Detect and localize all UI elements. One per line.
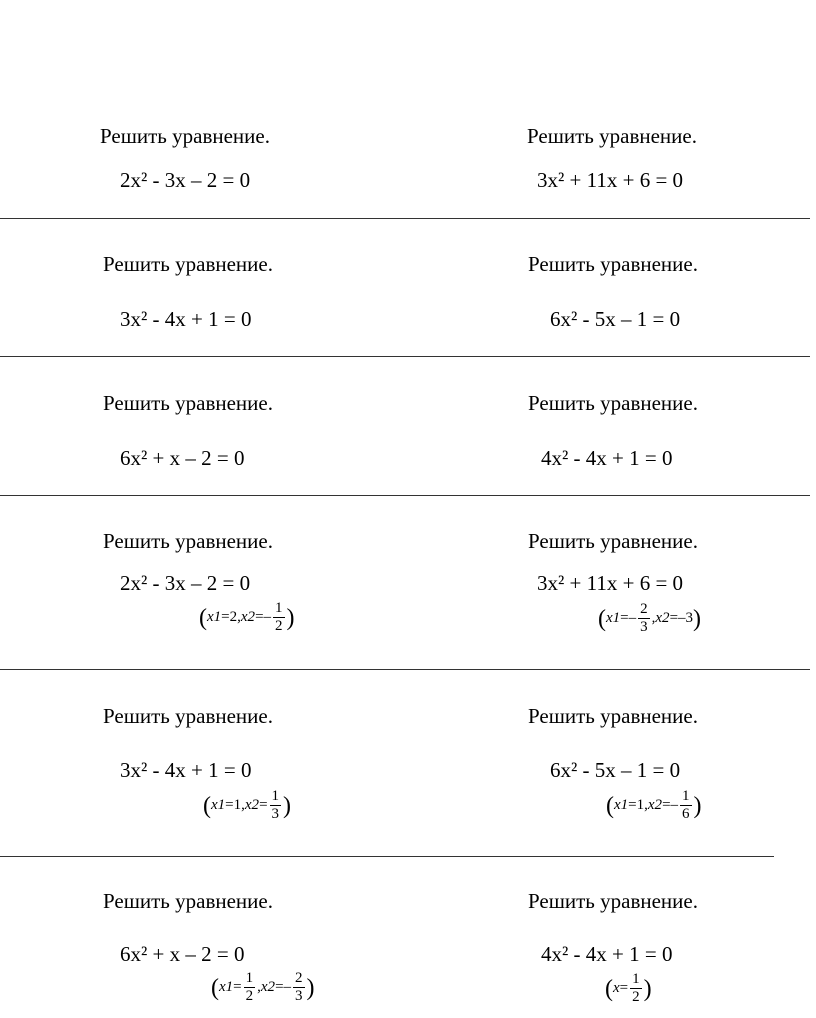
fraction: $\frac{1}{2}$: [245, 970, 254, 1004]
fraction: $\frac{1}{2}$: [275, 600, 283, 634]
task-title: Решить уравнение.: [103, 391, 273, 415]
equation-5: 6х² + х – 2 = 0: [120, 942, 245, 966]
equation-4: 6х² - 5х – 1 = 0: [550, 758, 681, 782]
answer-3: ( x1 = 1 , x2 = $\frac{1}{3}$ ): [203, 788, 292, 822]
answer-5: ( x1 = $\frac{1}{2}$ , x2 = – $\frac{2}{3}$ ): [211, 970, 315, 1004]
equation-3: 3х² - 4х + 1 = 0: [120, 307, 252, 331]
divider: [0, 669, 810, 670]
equation-4: 6х² - 5х – 1 = 0: [550, 307, 681, 331]
task-title: Решить уравнение.: [527, 124, 697, 148]
equation-5: 6х² + х – 2 = 0: [120, 446, 245, 470]
answer-1: ( x1 = 2 , x2 = – $\frac{1}{2}$ ): [199, 600, 295, 634]
answer-4: ( x1 = 1 , x2 = – $\frac{1}{6}$ ): [606, 788, 702, 822]
task-title: Решить уравнение.: [103, 529, 273, 553]
equation-2: 3х² + 11х + 6 = 0: [537, 571, 684, 595]
fraction: $\frac{2}{3}$: [295, 970, 303, 1004]
equation-1: 2х² - 3х – 2 = 0: [120, 571, 251, 595]
task-title: Решить уравнение.: [100, 124, 270, 148]
equation-6: 4х² - 4х + 1 = 0: [541, 446, 673, 470]
task-title: Решить уравнение.: [103, 704, 273, 728]
divider: [0, 218, 810, 219]
divider: [0, 856, 774, 857]
divider: [0, 356, 810, 357]
fraction: $\frac{1}{6}$: [682, 788, 690, 822]
fraction: $\frac{1}{2}$: [632, 971, 640, 1005]
task-title: Решить уравнение.: [528, 252, 698, 276]
equation-1: 2х² - 3х – 2 = 0: [120, 168, 251, 192]
task-title: Решить уравнение.: [103, 889, 273, 913]
task-title: Решить уравнение.: [528, 889, 698, 913]
answer-6: ( x = $\frac{1}{2}$ ): [605, 971, 652, 1005]
task-title: Решить уравнение.: [528, 391, 698, 415]
task-title: Решить уравнение.: [528, 529, 698, 553]
equation-6: 4х² - 4х + 1 = 0: [541, 942, 673, 966]
fraction: $\frac{1}{3}$: [271, 788, 280, 822]
divider: [0, 495, 810, 496]
task-title: Решить уравнение.: [528, 704, 698, 728]
equation-2: 3х² + 11х + 6 = 0: [537, 168, 684, 192]
answer-2: ( x1 = – $\frac{2}{3}$ , x2 = –3 ): [598, 601, 702, 635]
equation-3: 3х² - 4х + 1 = 0: [120, 758, 252, 782]
fraction: $\frac{2}{3}$: [640, 601, 648, 635]
task-title: Решить уравнение.: [103, 252, 273, 276]
